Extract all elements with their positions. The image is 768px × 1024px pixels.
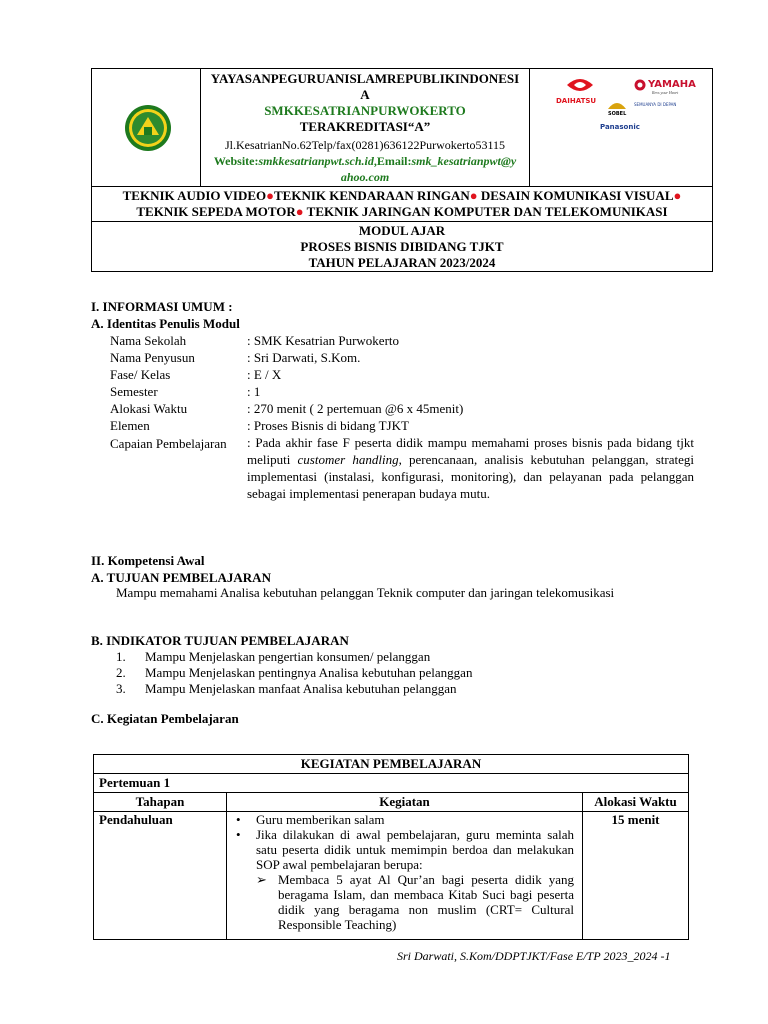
section-1a-heading: A. Identitas Penulis Modul [91, 316, 240, 331]
school-logo-cell [92, 69, 201, 186]
list-item-text: Jika dilakukan di awal pembelajaran, guru meminta salah satu peserta didik untuk memimpin berdoa dan melakukan SOP awal pembelajaran berupa: [256, 827, 574, 872]
table-header-row [94, 793, 688, 812]
suzuki-tagline: SEMUANYA DI DEPAN [634, 102, 677, 107]
row-tahapan: Pendahuluan [99, 812, 173, 827]
indikator-item-1: Mampu Menjelaskan pengertian konsumen/ pelanggan [145, 649, 431, 664]
field-value-phase: : E / X [247, 367, 282, 382]
list-item-text: Guru memberikan salam [256, 812, 385, 827]
email-label: ,Email: [373, 154, 412, 168]
website-label: Website: [213, 154, 259, 168]
email-link[interactable]: smk_kesatrianpwt@y [411, 154, 517, 168]
field-label-capaian: Capaian Pembelajaran [110, 436, 227, 451]
field-label-author: Nama Penyusun [110, 350, 195, 365]
email-link-cont[interactable]: ahoo.com [340, 170, 390, 184]
program-tkr: TEKNIK KENDARAAN RINGAN [274, 188, 470, 203]
school-contact-cont [201, 169, 529, 185]
tujuan-text: Mampu memahami Analisa kebutuhan pelanggan Teknik computer dan jaringan telekomusikasi [116, 585, 615, 600]
school-contact [201, 153, 529, 169]
sobel-emblem-icon [606, 97, 628, 111]
field-value-school: : SMK Kesatrian Purwokerto [247, 333, 400, 348]
field-label-time: Alokasi Waktu [110, 401, 188, 416]
programs-row [92, 187, 712, 222]
activity-table [93, 754, 689, 940]
field-value-author: : Sri Darwati, S.Kom. [247, 350, 361, 365]
col-header-kegiatan: Kegiatan [379, 794, 430, 809]
bullet-icon: • [236, 827, 241, 842]
module-title: MODUL AJAR [358, 223, 446, 238]
table-meeting-row [94, 774, 688, 793]
capaian-prefix: bidang tjkt meliputi [247, 435, 694, 467]
capaian-rest: , perencanaan, analisis kebutuhan pelanggan, strategi implementasi (instalasi, konfigurasi, monitoring), dan pelayanan pada pelanggan sebagai implementasi penerapan budaya mutu. [247, 452, 694, 501]
field-label-element: Elemen [110, 418, 150, 433]
bullet-icon: • [236, 812, 241, 827]
col-header-alokasi: Alokasi Waktu [594, 794, 677, 809]
programs-line-2 [92, 204, 712, 220]
capaian-italic: customer handling [297, 452, 399, 467]
indikator-heading: B. INDIKATOR TUJUAN PEMBELAJARAN [91, 633, 349, 648]
school-name: SMKKESATRIANPURWOKERTO [264, 103, 466, 118]
letterhead-top-row [92, 69, 712, 187]
bullet-icon: ● [673, 188, 682, 203]
program-tsm: TEKNIK SEPEDA MOTOR [136, 204, 296, 219]
capaian-first-line: : Pada akhir fase F peserta didik mampu memahami proses bisnis pada [247, 435, 632, 450]
sub-list-item [234, 872, 574, 932]
panasonic-logo-text: Panasonic [600, 123, 640, 131]
sub-list-item-text: Membaca 5 ayat Al Qur’an bagi peserta didik yang beragama Islam, dan membaca Kitab Suci bagi peserta didik yang beragama non muslim (CRT= Cultural Responsible Teaching) [278, 872, 574, 932]
field-label-semester: Semester [110, 384, 158, 399]
daihatsu-logo-text: DAIHATSU [556, 97, 597, 105]
program-tjkt: TEKNIK JARINGAN KOMPUTER DAN TELEKOMUNIKASI [303, 204, 668, 219]
section-2-heading: II. Kompetensi Awal [91, 553, 205, 568]
school-identity-cell [201, 69, 530, 186]
program-tav: TEKNIK AUDIO VIDEO [122, 188, 267, 203]
indikator-item-2: Mampu Menjelaskan pentingnya Analisa kebutuhan pelanggan [145, 665, 473, 680]
section-1-heading: I. INFORMASI UMUM : [91, 299, 233, 314]
yamaha-tagline: Revs your Heart [652, 90, 679, 95]
accreditation: TERAKREDITASI“A” [299, 119, 431, 134]
kegiatan-heading: C. Kegiatan Pembelajaran [91, 711, 239, 726]
field-value-time: : 270 menit ( 2 pertemuan @6 x 45menit) [247, 401, 464, 416]
daihatsu-logo-icon [565, 75, 595, 95]
module-year: TAHUN PELAJARAN 2023/2024 [308, 255, 496, 270]
meeting-label: Pertemuan 1 [99, 775, 171, 790]
letterhead-box [91, 68, 713, 272]
bullet-icon: ● [469, 188, 478, 203]
list-item [234, 812, 574, 827]
foundation-title: YAYASANPEGURUANISLAMREPUBLIKINDONESI [210, 71, 520, 86]
website-link[interactable]: smkkesatrianpwt.sch.id [258, 154, 374, 168]
school-logo-icon [123, 103, 173, 153]
page-footer: Sri Darwati, S.Kom/DDPTJKT/Fase E/TP 2023_2024 -1 [397, 949, 671, 963]
indikator-num-3: 3. [116, 681, 126, 696]
field-label-school: Nama Sekolah [110, 333, 187, 348]
col-header-tahapan: Tahapan [135, 794, 185, 809]
school-address: Jl.KesatrianNo.62Telp/fax(0281)636122Purwokerto53115 [225, 138, 505, 152]
yamaha-emblem-icon [634, 79, 646, 91]
table-divider [226, 793, 227, 940]
program-dkv: DESAIN KOMUNIKASI VISUAL [477, 188, 674, 203]
field-value-element: : Proses Bisnis di bidang TJKT [247, 418, 409, 433]
yamaha-logo-text: YAMAHA [648, 79, 696, 90]
foundation-title-cont: A [360, 87, 370, 102]
sobel-logo-text: SOBEL [608, 111, 627, 117]
module-title-row [92, 222, 712, 272]
row-kegiatan [234, 812, 574, 932]
tujuan-heading: A. TUJUAN PEMBELAJARAN [91, 570, 271, 585]
row-alokasi: 15 menit [611, 812, 660, 827]
module-subject: PROSES BISNIS DIBIDANG TJKT [300, 239, 504, 254]
indikator-item-3: Mampu Menjelaskan manfaat Analisa kebutuhan pelanggan [145, 681, 457, 696]
table-title: KEGIATAN PEMBELAJARAN [94, 755, 688, 774]
indikator-num-1: 1. [116, 649, 126, 664]
arrow-bullet-icon: ➢ [256, 872, 267, 887]
indikator-num-2: 2. [116, 665, 126, 680]
sponsor-logos-cell [530, 69, 712, 186]
programs-line-1 [92, 188, 712, 204]
bullet-icon: ● [295, 204, 304, 219]
field-value-capaian [247, 434, 694, 502]
list-item [234, 827, 574, 872]
field-value-semester: : 1 [247, 384, 261, 399]
field-label-phase: Fase/ Kelas [110, 367, 171, 382]
bullet-icon: ● [266, 188, 274, 203]
